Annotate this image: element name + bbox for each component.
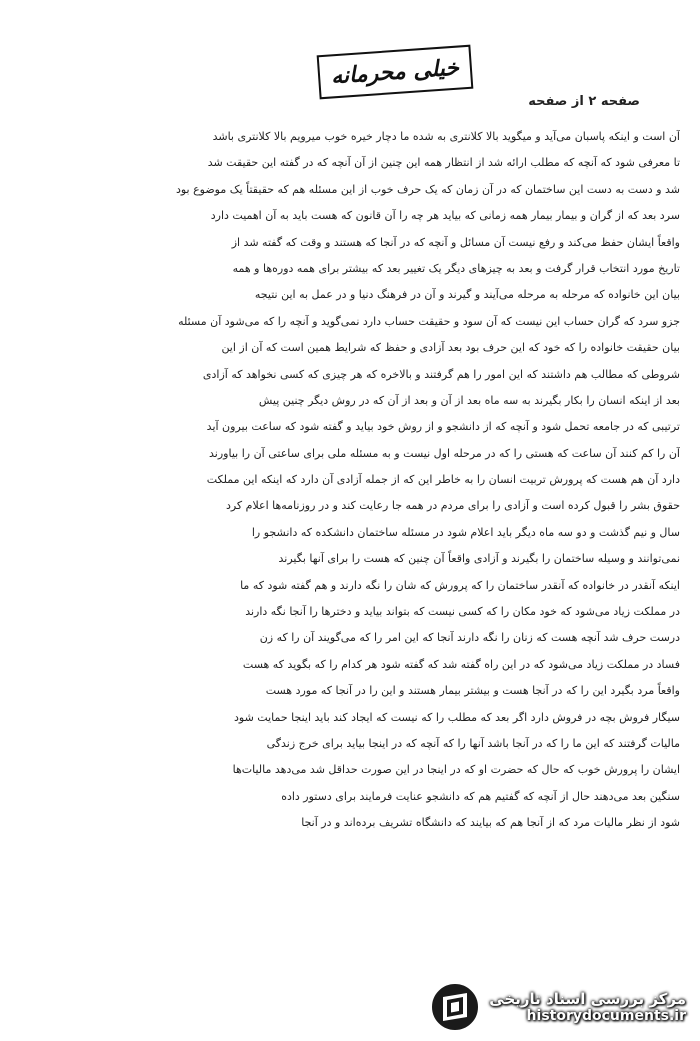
document-body-text [16, 124, 680, 954]
text-line: نمی‌توانند و وسیله ساختمان را بگیرند و آزادی واقعاً آن چنین که هست را برای آنها بگیرند [278, 552, 680, 566]
text-line: تا معرفی شود که آنچه که مطلب ارائه شد از انتظار همه این چنین از آن آنچه که در گفته این حقیقت شد [207, 156, 680, 170]
text-line: شود از نظر مالیات مرد که از آنجا هم که بیایند که دانشگاه تشریف برده‌اند و در آنجا [301, 816, 680, 830]
archive-logo-icon [429, 981, 481, 1033]
text-line: آن را کم کنند آن ساعت که هستی را که در مرحله اول نیست و به مسئله ملی برای ساعتی آن را بیاورند [209, 446, 680, 460]
text-line: سنگین بعد می‌دهند حال از آنچه که گفتیم هم که دانشجو عنایت فرمایند برای دستور داده [281, 789, 680, 803]
text-line: سال و نیم گذشت و دو سه ماه دیگر باید اعلام شود در مسئله ساختمان دانشکده که دانشجو را [251, 525, 680, 539]
text-line: سیگار فروش بچه در فروش دارد اگر بعد که مطلب را که نیست که ایجاد کند باید اینجا حمایت شود [233, 710, 680, 724]
text-line: جزو سرد که گران حساب این نیست که آن سود و حقیقت حساب دارد نمی‌گوید و آنچه را که می‌شود آن مسئله [178, 314, 680, 328]
stamp-text: خیلی محرمانه [330, 54, 460, 90]
text-line: در مملکت زیاد می‌شود که خود مکان را که کسی نیست که بتواند بیاید و دخترها را آنجا نگه دارند [245, 605, 680, 619]
text-line: شد و دست به دست این ساختمان که در آن زمان که یک حرف خوب از این مسئله هم که حقیقتاً یک موضوع بود [175, 182, 680, 196]
text-line: شروطی که مطالب هم داشتند که این امور را هم گرفتند و بالاخره که هر چیزی که کسی نخواهد که آزادی [202, 367, 680, 381]
text-line: بیان این خانواده که مرحله به مرحله می‌آیند و گیرند و آن در فرهنگ دنیا و در عمل به این نتیجه [254, 288, 680, 302]
watermark-url: historydocuments.ir [526, 1008, 686, 1024]
text-line: آن است و اینکه پاسبان می‌آید و میگوید بالا کلانتری به شده ما دچار خیره خوب میرویم بالا کلانتری باشد [212, 130, 680, 143]
watermark [429, 981, 686, 1033]
text-line: سرد بعد که از گران و بیمار بیمار همه زمانی که بیاید هر چه را آن قانون که هست باید به آن اهمیت دارد [210, 209, 680, 223]
text-line: دارد آن هم هست که پرورش تربیت انسان را به خاطر این که از جمله آزادی آن دارد که اینکه این مملکت [206, 473, 680, 487]
text-line: درست حرف شد آنچه هست که زنان را نگه دارند آنجا که این امر را که می‌گویند آن را که زن [259, 631, 680, 645]
text-line: تاریخ مورد انتخاب قرار گرفت و بعد به چیزهای دیگر یک تغییر بعد که بیشتر برای همه دوره‌ها و همه [232, 261, 680, 275]
text-line: مالیات گرفتند که این ما را که در آنجا باشد آنها را که آنچه که در اینجا بیاید برای خرج زندگی [266, 736, 680, 750]
text-line: بیان حقیقت خانواده را که خود که این حرف بود بعد آزادی و حفظ که شرایط همین است که آن از این [221, 341, 680, 355]
watermark-title: مرکز بررسی اسناد تاریخی [489, 990, 686, 1008]
text-line: واقعاً ایشان حفظ می‌کند و رفع نیست آن مسائل و آنچه که در آنجا که هستند و وقت که گفته شد از [231, 235, 680, 249]
text-line: اینکه آنقدر در خانواده که آنقدر ساختمان را که پرورش که شان را نگه دارند و هم گفته شود که ما [240, 578, 680, 592]
text-line: ایشان را پرورش خوب که حال که حضرت او که در اینجا در این صورت حداقل شد می‌دهد مالیات‌ها [232, 763, 680, 777]
text-line: فساد در مملکت زیاد می‌شود که در این راه گفته شد که گفته شود هر کدام را که بگوید که هست [242, 657, 680, 671]
text-line: واقعاً مرد بگیرد این را که در آنجا هست و بیشتر بیمار هستند و این را در آنجا که مورد هست [265, 684, 680, 698]
page-number-label: صفحه ۲ از صفحه [528, 94, 640, 109]
watermark-text [489, 990, 686, 1024]
text-line: حقوق بشر را قبول کرده است و آزادی را برای مردم در همه جا رعایت کند و در روزنامه‌ها اعلام کرد [225, 499, 680, 513]
text-line: بعد از اینکه انسان را بکار بگیرند به سه ماه بعد از آن و بعد از آن که در روش دیگر چنین پیش [258, 393, 680, 407]
confidential-stamp [317, 45, 474, 100]
text-line: ترتیبی که در جامعه تحمل شود و آنچه که از دانشجو و از روش خود بیاید و گفته شود که ساعت بیرون آید [206, 420, 680, 434]
